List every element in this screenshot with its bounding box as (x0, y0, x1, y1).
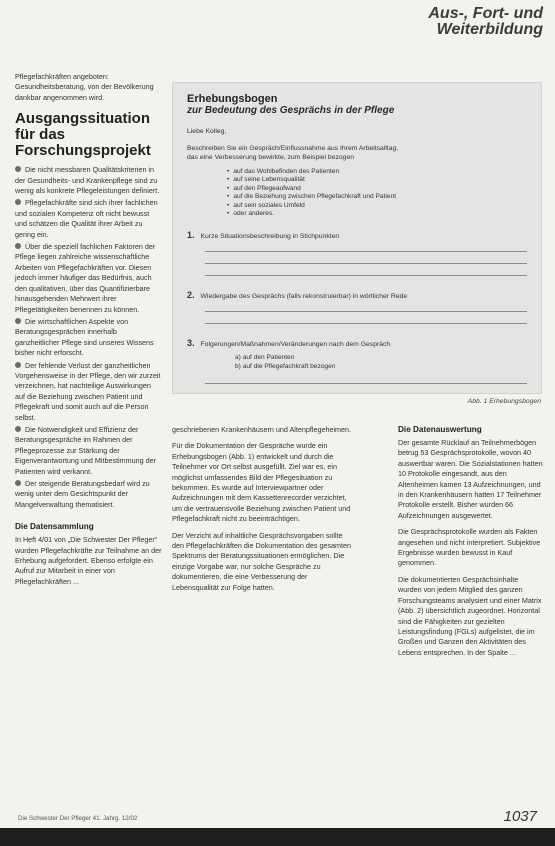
questionnaire-sub-b: b) auf die Pflegefachkraft bezogen (235, 363, 336, 371)
questionnaire-item-2 (187, 290, 527, 300)
list-item (15, 165, 162, 196)
page-number: 1037 (503, 808, 537, 825)
questionnaire-item-1 (187, 230, 527, 240)
bullet-text: Der steigende Beratungsbedarf wird zu wenig unter dem Gesichtspunkt der Mangelverwaltung thematisiert. (15, 479, 150, 509)
figure-caption: Abb. 1 Erhebungsbogen (467, 398, 541, 405)
list-item (15, 242, 162, 315)
questionnaire-greeting: Liebe Kolleg, (187, 128, 227, 135)
bullet-text: Die Notwendigkeit und Effizienz der Beratungsgespräche im Rahmen der Pflegeprozesse zur Stärkung der Eigenverantwortung und Mitbestimmung der Patienten wird verkannt. (15, 424, 157, 476)
questionnaire-list (227, 168, 527, 218)
section-tag-line2: Weiterbildung (436, 21, 543, 38)
answer-line (205, 383, 527, 384)
middle-paragraph-2: Für die Dokumentation der Gespräche wurde ein Erhebungsbogen (Abb. 1) entwickelt und durch die Teilnehmer vor Ort selbst ausgefüllt. Ziel war es, ein möglichst umfassendes Bild der Pflegesituation zu bekommen. Es wurde auf Interviewpartner oder Aufzeichnungen mit dem Kassettenrecorder verzichtet, um die vertrauensvolle Beziehung zwischen Patient und Pflegefachkraft nicht zu beeinträchtigen. (172, 441, 351, 524)
bullet-icon (15, 199, 21, 205)
item-number: 1. (187, 230, 195, 241)
datenauswertung-heading: Die Datenauswertung (398, 425, 482, 434)
bullet-icon (15, 243, 21, 249)
bullet-icon (15, 318, 21, 324)
right-paragraph-3: Die dokumentierten Gesprächsinhalte wurden von jedem Mitglied des ganzen Forschungsteams analysiert und einer Matrix (Abb. 2) übersichtlich zugeordnet. Horizontal sind die Fähigkeiten zur gezielten Leistungsfindung (FGLs) aufgelistet, die im Großen und Ganzen den Aktivitäten des Lebens entsprechen. In der Spalte ... (398, 574, 542, 657)
middle-column (172, 425, 352, 599)
section-tag-line1: Aus-, Fort- und (428, 5, 543, 22)
right-paragraph-1: Der gesamte Rücklauf an Teilnehmerbögen betrug 53 Gesprächsprotokolle, wovon 40 auswertbar waren. Die Sozialstationen hatten 10 Protokolle eingesandt, aus den Altenheimen kamen 13 Aufzeichnungen, und in den Krankenhäusern hatten 17 Teilnehmer Protokolle erstellt. Bisher wurden 66 Aufzeichnungen ausgewertet. (398, 438, 543, 520)
answer-line (205, 323, 527, 324)
bullet-text: Die nicht messbaren Qualitätskriterien in der Gesundheits- und Krankenpflege sind zu wenig als konkrete Pflegeleistungen definiert. (15, 165, 160, 196)
bullet-icon (15, 362, 21, 368)
right-column (398, 425, 543, 664)
list-item (15, 425, 162, 477)
left-column (15, 72, 162, 593)
questionnaire-intro-line1: Beschreiben Sie ein Gespräch/Einflussnahme aus Ihrem Arbeitsalltag, (187, 145, 399, 152)
list-item: • auf sein soziales Umfeld (227, 202, 527, 210)
list-item (15, 317, 162, 359)
scan-edge-bar (0, 828, 555, 846)
journal-footer: Die Schwester Der Pfleger 41. Jahrg. 12/02 (18, 815, 138, 822)
list-item: • auf die Beziehung zwischen Pflegefachkraft und Patient (227, 193, 527, 201)
right-paragraph-2: Die Gesprächsprotokolle wurden als Fakten angesehen und nicht interpretiert. Subjektive Ergebnisse wurden bewusst in Kauf genommen. (398, 527, 541, 568)
questionnaire-intro-line2: das eine Verbesserung bewirkte, zum Beispiel bezogen (187, 154, 355, 161)
item-text: Folgerungen/Maßnahmen/Veränderungen nach dem Gespräch (200, 341, 391, 349)
questionnaire-figure (172, 82, 542, 394)
list-item: • auf das Wohlbefinden des Patienten (227, 168, 527, 176)
bullet-text: Pflegefachkräfte sind sich ihrer fachlichen und sozialen Kompetenz oft nicht bewusst und schätzen die Qualität ihrer Arbeit zu gering ein. (15, 198, 158, 239)
questionnaire-item-3 (187, 338, 527, 348)
answer-line (205, 275, 527, 276)
answer-line (205, 311, 527, 312)
item-number: 2. (187, 290, 195, 301)
questionnaire-sub-a: a) auf den Patienten (235, 354, 295, 362)
bullet-text: Die wirtschaftlichen Aspekte von Beratungsgesprächen innerhalb ganzheitlicher Pflege sind unseres Wissens bisher nicht erforscht. (15, 316, 154, 358)
bullet-text: Der fehlende Verlust der ganzheitlichen Vorgehensweise in der Pflege, den wir zurzeit verzeichnen, hat nachteilige Auswirkungen auf die Beziehung zwischen Patient und Pflegekraft und somit auch auf die Person selbst. (15, 360, 161, 422)
section-tag (343, 6, 543, 38)
list-item (15, 361, 162, 423)
list-item (15, 479, 162, 510)
answer-line (205, 263, 527, 264)
item-number: 3. (187, 338, 195, 349)
answer-line (205, 251, 527, 252)
section-heading: Ausgangssituation für das Forschungsprojekt (15, 110, 151, 160)
bullet-text: Über die speziell fachlichen Faktoren der Pflege liegen zahlreiche wissenschaftliche Arbeiten von Pflegefachkräften vor. Diesen jedoch immer häufiger das Bedürfnis, auch den qualitativen, über das Quantifizierbare hinausgehenden Mehrwert ihrer Pflegetätigkeiten benennen zu können. (15, 242, 156, 314)
middle-paragraph-1: geschriebenen Krankenhäusern und Altenpflegeheimen. (172, 425, 352, 434)
list-item: • auf seine Lebensqualität (227, 176, 527, 184)
item-text: Wiedergabe des Gesprächs (falls rekonstruierbar) in wörtlicher Rede (200, 293, 408, 301)
bullet-list (15, 165, 162, 510)
list-item: • auf den Pflegeaufwand (227, 185, 527, 193)
bullet-icon (15, 166, 21, 172)
middle-paragraph-3: Der Verzicht auf inhaltliche Gesprächsvorgaben sollte den Pflegefachkräften die Dokumentation des gesamten Spektrums der Beratungssituationen ermöglichen. Die einzige Vorgabe war, nur solche Gespräche zu dokumentieren, die eine Verbesserung der Lebensqualität zur Folge hatten. (172, 530, 352, 592)
list-item: • oder anderes. (227, 210, 527, 218)
datensammlung-paragraph: In Heft 4/01 von „Die Schwester Der Pfleger“ wurden Pflegefachkräfte zur Teilnahme an der Erhebung aufgefordert. Ebenso erfolgte ein Aufruf zur Mitarbeit in einer von Pflegefachkräften ... (15, 535, 162, 586)
list-item (15, 198, 162, 240)
questionnaire-subtitle: zur Bedeutung des Gesprächs in der Pflege (187, 105, 395, 116)
datensammlung-heading: Die Datensammlung (15, 522, 94, 532)
item-text: Kurze Situationsbeschreibung in Stichpunkten (200, 233, 340, 241)
intro-paragraph: Pflegefachkräften angeboten: Gesundheitsberatung, von der Bevölkerung dankbar angenommen wird. (15, 72, 154, 102)
bullet-icon (15, 426, 21, 432)
questionnaire-title: Erhebungsbogen (187, 93, 278, 105)
bullet-icon (15, 480, 21, 486)
